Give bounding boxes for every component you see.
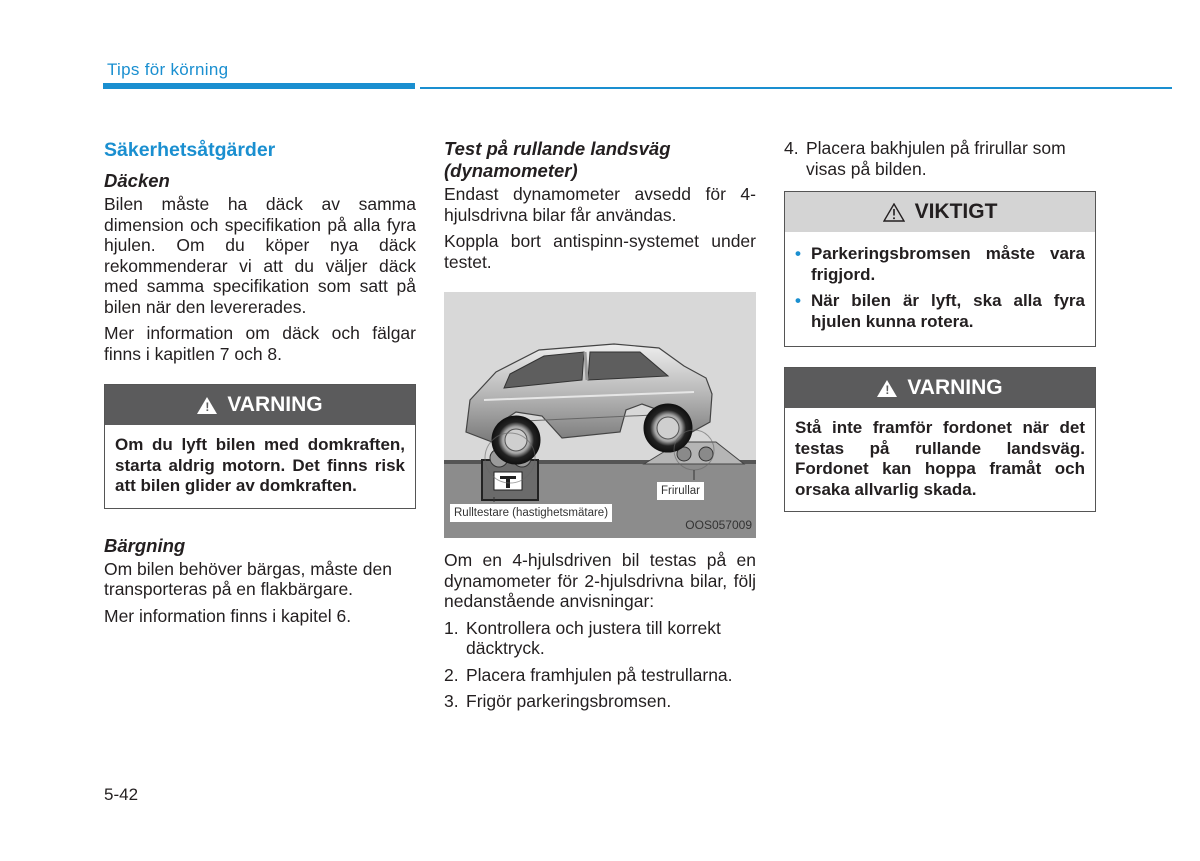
list-item xyxy=(444,618,756,659)
list-item xyxy=(795,291,1085,332)
list-item xyxy=(444,691,756,712)
header-rule-thin xyxy=(420,87,1172,89)
step-number: 1. xyxy=(444,617,459,638)
important-body xyxy=(785,232,1095,346)
chapter-title: Tips för körning xyxy=(107,60,229,79)
list-item xyxy=(444,665,756,686)
warning-box-header xyxy=(105,385,415,425)
important-box xyxy=(784,191,1096,347)
warning-text: Om du lyft bilen med domkraften, starta aldrig motorn. Det finns risk att bilen glider av domkraften. xyxy=(115,435,405,495)
warning-title: VARNING xyxy=(907,375,1003,399)
figure-code: OOS057009 xyxy=(685,517,752,532)
label-free-rollers: Frirullar xyxy=(657,482,704,500)
towing-heading: Bärgning xyxy=(104,534,186,556)
dynamometer-heading: Test på rullande landsväg (dynamometer) xyxy=(444,138,671,181)
tires-paragraph-1: Bilen måste ha däck av samma dimension och specifikation på alla fyra hjulen. Om du köper nya däck rekommenderar vi att du väljer däck med samma specifikation som satt på bilen när den levererades. xyxy=(104,194,416,317)
important-title: VIKTIGT xyxy=(914,199,998,223)
step-number: 3. xyxy=(444,691,459,711)
bullet-icon: • xyxy=(795,244,801,263)
column-2 xyxy=(444,138,756,718)
warning-icon: ! xyxy=(877,380,897,397)
list-item xyxy=(795,244,1085,285)
warning-icon: ! xyxy=(197,397,217,414)
step-text: Kontrollera och justera till korrekt däcktryck. xyxy=(466,617,721,658)
column-1 xyxy=(104,138,416,632)
step-text: Placera framhjulen på testrullarna. xyxy=(466,664,733,685)
towing-paragraph-1: Om bilen behöver bärgas, måste den transporteras på en flakbärgare. xyxy=(104,558,392,599)
column-3 xyxy=(784,138,1096,512)
important-bullets xyxy=(795,244,1085,332)
warning-box-dynamometer xyxy=(784,367,1096,512)
page-number: 5-42 xyxy=(104,785,139,804)
step-text: Placera bakhjulen på frirullar som visas på bilden. xyxy=(806,138,1066,179)
dynamometer-paragraph-3: Om en 4-hjulsdriven bil testas på en dynamometer för 2-hjulsdrivna bilar, följ nedanstående anvisningar: xyxy=(444,550,756,611)
important-box-header xyxy=(785,192,1095,232)
bullet-icon: • xyxy=(795,291,801,310)
dynamometer-paragraph-1: Endast dynamometer avsedd för 4-hjulsdrivna bilar får användas. xyxy=(444,184,756,225)
list-item xyxy=(784,138,1096,179)
car-on-dynamometer-illustration xyxy=(444,292,756,538)
section-heading: Säkerhetsåtgärder xyxy=(104,139,276,161)
step-number: 4. xyxy=(784,138,799,158)
steps-list-continued xyxy=(784,138,1096,179)
caution-icon xyxy=(883,203,905,222)
warning-box-jack xyxy=(104,384,416,509)
header-rule-thick xyxy=(103,83,415,89)
dynamometer-figure xyxy=(444,292,756,538)
dynamometer-paragraph-2: Koppla bort antispinn-systemet under testet. xyxy=(444,231,756,272)
warning-text: Stå inte framför fordonet när det testas på rullande landsväg. Fordonet kan hoppa framåt och orsaka allvarlig skada. xyxy=(795,418,1085,499)
step-number: 2. xyxy=(444,664,459,685)
bullet-text: Parkeringsbromsen måste vara frigjord. xyxy=(811,244,1085,284)
towing-paragraph-2: Mer information finns i kapitel 6. xyxy=(104,605,352,626)
tires-heading: Däcken xyxy=(104,170,170,191)
bullet-text: När bilen är lyft, ska alla fyra hjulen kunna rotera. xyxy=(811,291,1085,331)
warning-box-header xyxy=(785,368,1095,408)
label-roller-tester: Rulltestare (hastighetsmätare) xyxy=(450,504,612,522)
steps-list xyxy=(444,618,756,712)
step-text: Frigör parkeringsbromsen. xyxy=(466,691,672,711)
tires-paragraph-2: Mer information om däck och fälgar finns i kapitlen 7 och 8. xyxy=(104,323,416,364)
warning-title: VARNING xyxy=(227,392,323,416)
